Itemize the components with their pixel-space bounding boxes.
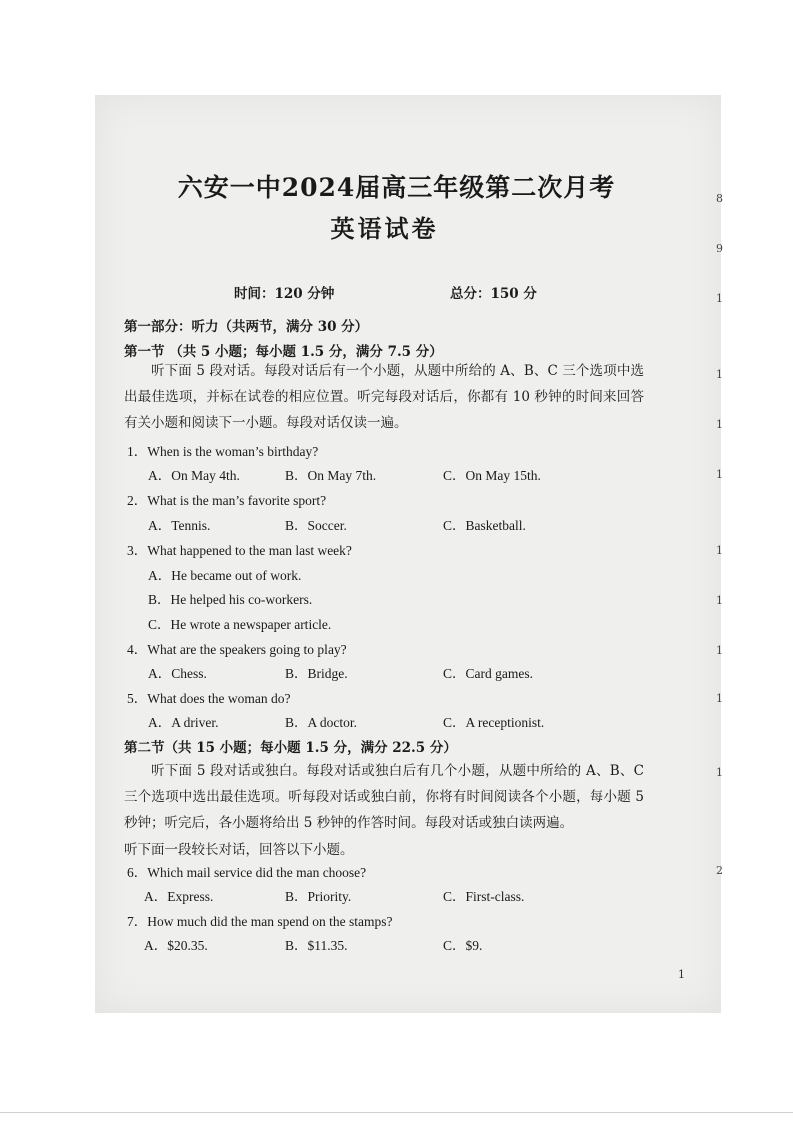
question-2-option-c: C．Basketball. [443, 518, 526, 533]
section1-instructions: 听下面 5 段对话。每段对话后有一个小题，从题中所给的 A、B、C 三个选项中选出最佳选项，并标在试卷的相应位置。听完每段对话后，你都有 10 秒钟的时间来回答有关小题和阅读下一小题。每段对话仅读一遍。 [124, 363, 644, 431]
question-1-option-a: A．On May 4th. [148, 468, 240, 483]
question-5: 5．What does the woman do? [127, 691, 291, 706]
edge-glimpse: 9 [716, 242, 723, 255]
edge-glimpse: 1 [716, 544, 723, 557]
question-4: 4．What are the speakers going to play? [127, 642, 347, 657]
page-number: 1 [678, 968, 685, 981]
question-4-option-c: C．Card games. [443, 666, 533, 681]
section2-instructions: 听下面 5 段对话或独白。每段对话或独白后有几个小题，从题中所给的 A、B、C 三个选项中选出最佳选项。听每段对话或独白前，你将有时间阅读各个小题，每小题 5 秒钟；听完后，各小题将给出 5 秒钟的作答时间。每段对话或独白读两遍。 [124, 763, 644, 831]
question-7-option-c: C．$9. [443, 938, 483, 953]
edge-glimpse: 1 [716, 692, 723, 705]
question-3-option-b: B．He helped his co-workers. [148, 592, 313, 607]
question-5-option-c: C．A receptionist. [443, 715, 545, 730]
question-6-option-a: A．Express. [144, 889, 214, 904]
section2-lead: 听下面一段较长对话，回答以下小题。 [124, 842, 354, 858]
question-3-option-a: A．He became out of work. [148, 568, 302, 583]
question-6-option-b: B．Priority. [285, 889, 352, 904]
edge-glimpse: 1 [716, 418, 723, 431]
edge-glimpse: 1 [716, 644, 723, 657]
question-7-option-b: B．$11.35. [285, 938, 348, 953]
edge-glimpse: 1 [716, 766, 723, 779]
edge-glimpse: 1 [716, 468, 723, 481]
question-1: 1．When is the woman’s birthday? [127, 444, 319, 459]
edge-glimpse: 1 [716, 594, 723, 607]
question-1-option-c: C．On May 15th. [443, 468, 541, 483]
question-2-option-b: B．Soccer. [285, 518, 347, 533]
question-5-option-a: A．A driver. [148, 715, 219, 730]
question-7-option-a: A．$20.35. [144, 938, 208, 953]
question-4-option-a: A．Chess. [148, 666, 207, 681]
edge-glimpse: 2 [716, 864, 723, 877]
question-6: 6．Which mail service did the man choose? [127, 865, 367, 880]
question-2-option-a: A．Tennis. [148, 518, 211, 533]
question-1-option-b: B．On May 7th. [285, 468, 377, 483]
question-3: 3．What happened to the man last week? [127, 543, 352, 558]
part1-heading: 第一部分：听力（共两节，满分 30 分） [124, 319, 369, 335]
question-7: 7．How much did the man spend on the stamps? [127, 914, 393, 929]
question-6-option-c: C．First-class. [443, 889, 525, 904]
bottom-divider [0, 1112, 793, 1113]
edge-glimpse: 8 [716, 192, 723, 205]
section1-heading: 第一节 （共 5 小题；每小题 1.5 分，满分 7.5 分） [124, 344, 443, 360]
time-label: 时间：120 分钟 [234, 286, 335, 302]
question-2: 2．What is the man’s favorite sport? [127, 493, 327, 508]
edge-glimpse: 1 [716, 368, 723, 381]
score-label: 总分：150 分 [450, 286, 537, 302]
exam-subtitle: 英语试卷 [330, 214, 439, 243]
question-5-option-b: B．A doctor. [285, 715, 358, 730]
question-4-option-b: B．Bridge. [285, 666, 348, 681]
edge-glimpse: 1 [716, 292, 723, 305]
exam-title: 六安一中2024届高三年级第二次月考 [177, 173, 616, 202]
section2-heading: 第二节（共 15 小题；每小题 1.5 分，满分 22.5 分） [124, 740, 457, 756]
question-3-option-c: C．He wrote a newspaper article. [148, 617, 332, 632]
